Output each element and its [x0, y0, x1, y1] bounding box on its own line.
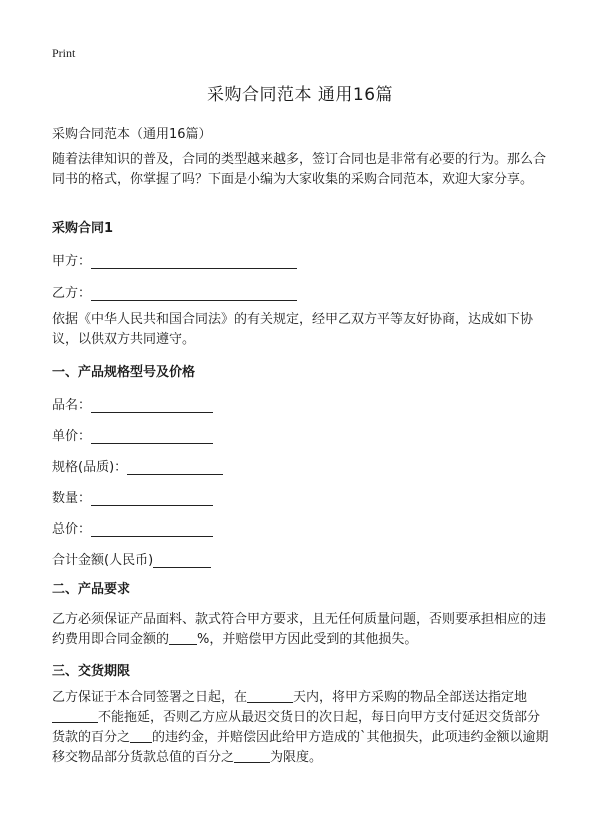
section2-text-a: 乙方必须保证产品面料、款式符合甲方要求，且无任何质量问题，否则要承担相应的违约费用即合同金额的	[52, 612, 547, 647]
section3-text-3: 不能拖延，否则乙方应从最迟交货日的次日起，每日向甲方支付延迟交货部分货款的百分之	[52, 710, 541, 745]
product-name-blank	[91, 398, 213, 413]
section1-heading: 一、产品规格型号及价格	[52, 365, 196, 380]
unit-price-field	[52, 425, 213, 444]
total-amount-blank	[153, 553, 211, 568]
total-price-label: 总价：	[52, 522, 92, 537]
penalty-percent-blank	[169, 631, 197, 645]
section3-heading: 三、交货期限	[52, 664, 131, 679]
spec-blank	[127, 460, 223, 475]
section3-text-4: 的违约金，并赔偿因此给甲方造成的`其他损失，此项违约金额以逾期移交物品部分货款总值的百分之	[52, 730, 549, 765]
section2-heading: 二、产品要求	[52, 582, 131, 597]
location-blank	[52, 709, 98, 723]
quantity-label: 数量：	[52, 491, 92, 506]
product-name-label: 品名：	[52, 398, 92, 413]
section3-text-1: 乙方保证于本合同签署之日起，在	[52, 690, 248, 705]
print-link[interactable]: Print	[52, 46, 76, 60]
party-a-label: 甲方：	[52, 254, 92, 269]
days-blank	[247, 689, 293, 703]
product-name-field	[52, 394, 213, 413]
party-a-field	[52, 250, 297, 269]
total-price-blank	[91, 522, 213, 537]
party-b-field	[52, 282, 297, 301]
total-amount-label: 合计金额(人民币)	[52, 553, 154, 568]
spec-label: 规格(品质)：	[52, 460, 128, 475]
unit-price-label: 单价：	[52, 429, 92, 444]
section3-text-2: 天内，将甲方采购的物品全部送达指定地	[293, 690, 528, 705]
total-price-field	[52, 518, 213, 537]
total-amount-field	[52, 549, 211, 568]
basis-paragraph: 依据《中华人民共和国合同法》的有关规定，经甲乙双方平等友好协商，达成如下协议，以供双方共同遵守。	[52, 312, 534, 347]
party-b-label: 乙方：	[52, 286, 92, 301]
unit-price-blank	[91, 429, 213, 444]
party-a-blank	[91, 254, 297, 269]
document-subtitle: 采购合同范本（通用16篇）	[52, 127, 212, 142]
daily-rate-blank	[130, 729, 152, 743]
section2-text-b: %，并赔偿甲方因此受到的其他损失。	[197, 632, 418, 647]
cap-percent-blank	[234, 749, 270, 763]
page-title: 采购合同范本 通用16篇	[206, 85, 394, 105]
section3-paragraph	[52, 688, 552, 768]
intro-paragraph: 随着法律知识的普及，合同的类型越来越多，签订合同也是非常有必要的行为。那么合同书的格式，你掌握了吗？下面是小编为大家收集的采购合同范本，欢迎大家分享。	[52, 152, 547, 187]
section3-text-5: 为限度。	[270, 750, 323, 765]
quantity-field	[52, 487, 213, 506]
party-b-blank	[91, 286, 297, 301]
contract-heading: 采购合同1	[52, 221, 114, 236]
section2-paragraph	[52, 610, 552, 650]
spec-field	[52, 456, 223, 475]
quantity-blank	[91, 491, 213, 506]
